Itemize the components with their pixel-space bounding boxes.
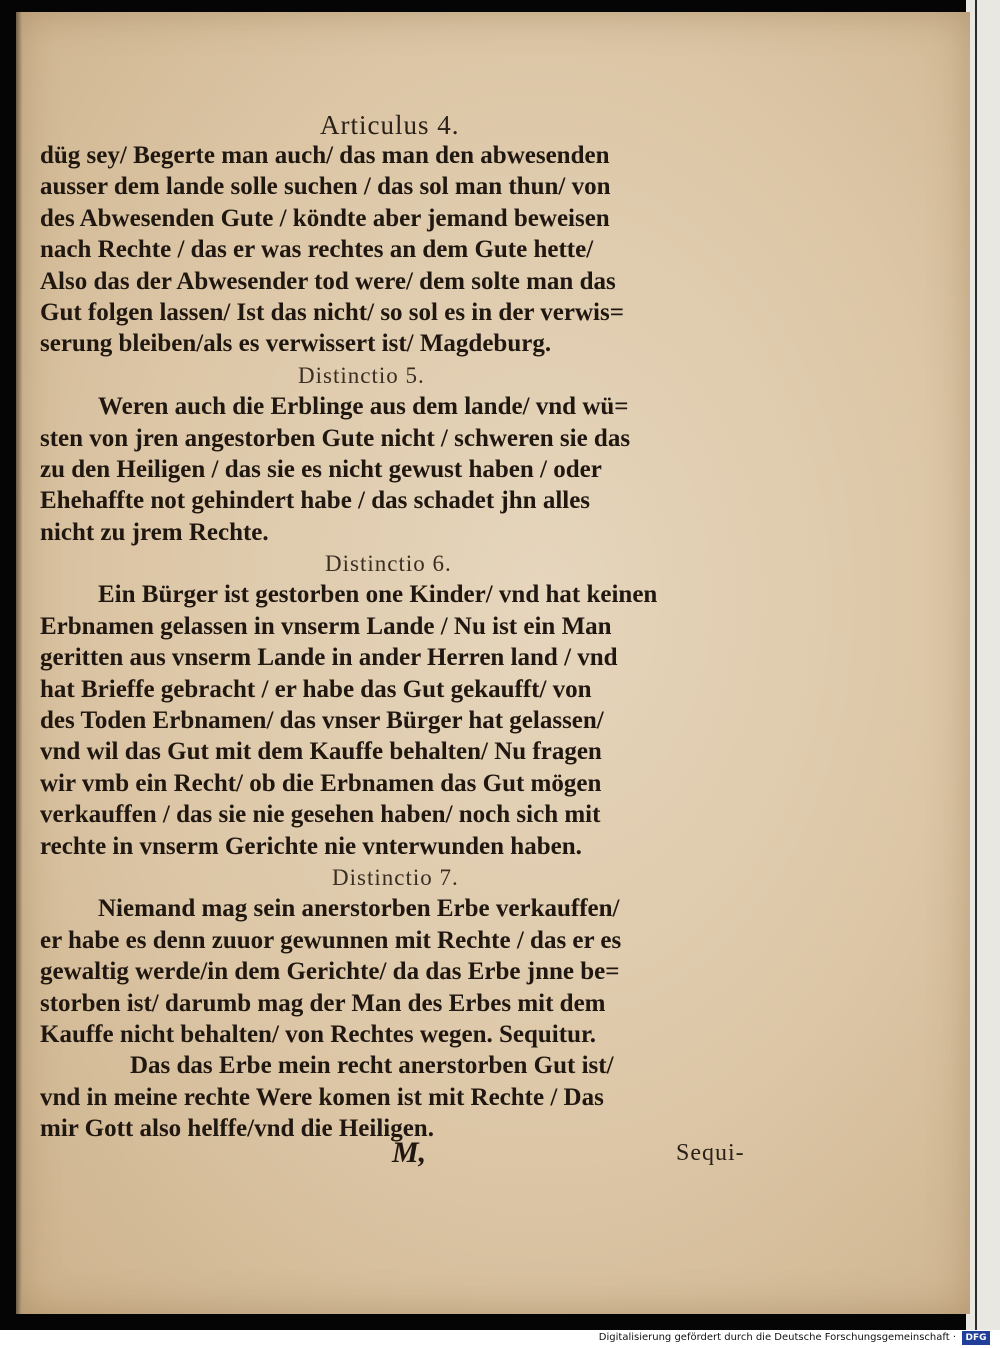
text-line: ausser dem lande solle suchen / das sol man thun/ von xyxy=(40,173,611,201)
dfg-logo: DFG xyxy=(962,1331,990,1345)
scanner-frame-line xyxy=(975,0,977,1330)
running-header: Articulus 4. xyxy=(320,110,460,140)
text-line: vnd wil das Gut mit dem Kauffe behalten/ Nu fragen xyxy=(40,738,602,766)
text-line: mir Gott also helffe/vnd die Heiligen. xyxy=(40,1115,434,1143)
text-line: des Abwesenden Gute / köndte aber jemand beweisen xyxy=(40,204,610,232)
text-line: Kauffe nicht behalten/ von Rechtes wegen. Sequitur. xyxy=(40,1020,597,1048)
text-line: wir vmb ein Recht/ ob die Erbnamen das Gut mögen xyxy=(40,769,602,797)
section-heading: Distinctio 7. xyxy=(332,864,459,890)
scanner-frame xyxy=(966,0,1000,1330)
text-line: Erbnamen gelassen in vnserm Lande / Nu ist ein Man xyxy=(40,612,612,640)
text-line: Ehehaffte not gehindert habe / das schadet jhn alles xyxy=(40,487,591,515)
text-line: er habe es denn zuuor gewunnen mit Rechte / das er es xyxy=(40,926,622,954)
text-line: nicht zu jrem Rechte. xyxy=(40,518,269,546)
text-line: storben ist/ darumb mag der Man des Erbes mit dem xyxy=(40,989,606,1017)
text-line: vnd in meine rechte Were komen ist mit Rechte / Das xyxy=(40,1083,604,1111)
text-line: Das das Erbe mein recht anerstorben Gut ist/ xyxy=(130,1052,614,1080)
text-line: hat Brieffe gebracht / er habe das Gut gekaufft/ von xyxy=(40,675,592,703)
body-text xyxy=(40,140,760,1145)
text-line: düg sey/ Begerte man auch/ das man den abwesenden xyxy=(40,142,610,169)
text-line: rechte in vnserm Gerichte nie vnterwunden haben. xyxy=(40,832,582,860)
text-line: geritten aus vnserm Lande in ander Herren land / vnd xyxy=(40,644,618,672)
text-line: zu den Heiligen / das sie es nicht gewust haben / oder xyxy=(40,455,602,483)
text-line: Ein Bürger ist gestorben one Kinder/ vnd hat keinen xyxy=(98,581,658,609)
text-line: Also das der Abwesender tod were/ dem solte man das xyxy=(40,267,616,295)
text-line: serung bleiben/als es verwissert ist/ Magdeburg. xyxy=(40,330,552,358)
section-heading: Distinctio 6. xyxy=(325,551,452,577)
text-line: gewaltig werde/in dem Gerichte/ da das Erbe jnne be= xyxy=(40,958,620,986)
text-line: verkauffen / das sie nie gesehen haben/ noch sich mit xyxy=(40,801,601,829)
text-line: nach Rechte / das er was rechtes an dem Gute hette/ xyxy=(40,236,594,264)
text-line: Weren auch die Erblinge aus dem lande/ vnd wü= xyxy=(98,393,629,421)
catchword: Sequi- xyxy=(676,1140,745,1166)
text-line: Niemand mag sein anerstorben Erbe verkauffen/ xyxy=(98,895,620,923)
signature-mark: M, xyxy=(392,1136,427,1169)
text-line: des Toden Erbnamen/ das vnser Bürger hat gelassen/ xyxy=(40,707,604,735)
text-line: sten von jren angestorben Gute nicht / schweren sie das xyxy=(40,424,631,452)
section-heading: Distinctio 5. xyxy=(298,362,425,388)
funding-credit: Digitalisierung gefördert durch die Deutsche Forschungsgemeinschaft · xyxy=(598,1332,956,1343)
text-line: Gut folgen lassen/ Ist das nicht/ so sol es in der verwis= xyxy=(40,298,624,326)
page-gutter-edge xyxy=(16,12,22,1314)
